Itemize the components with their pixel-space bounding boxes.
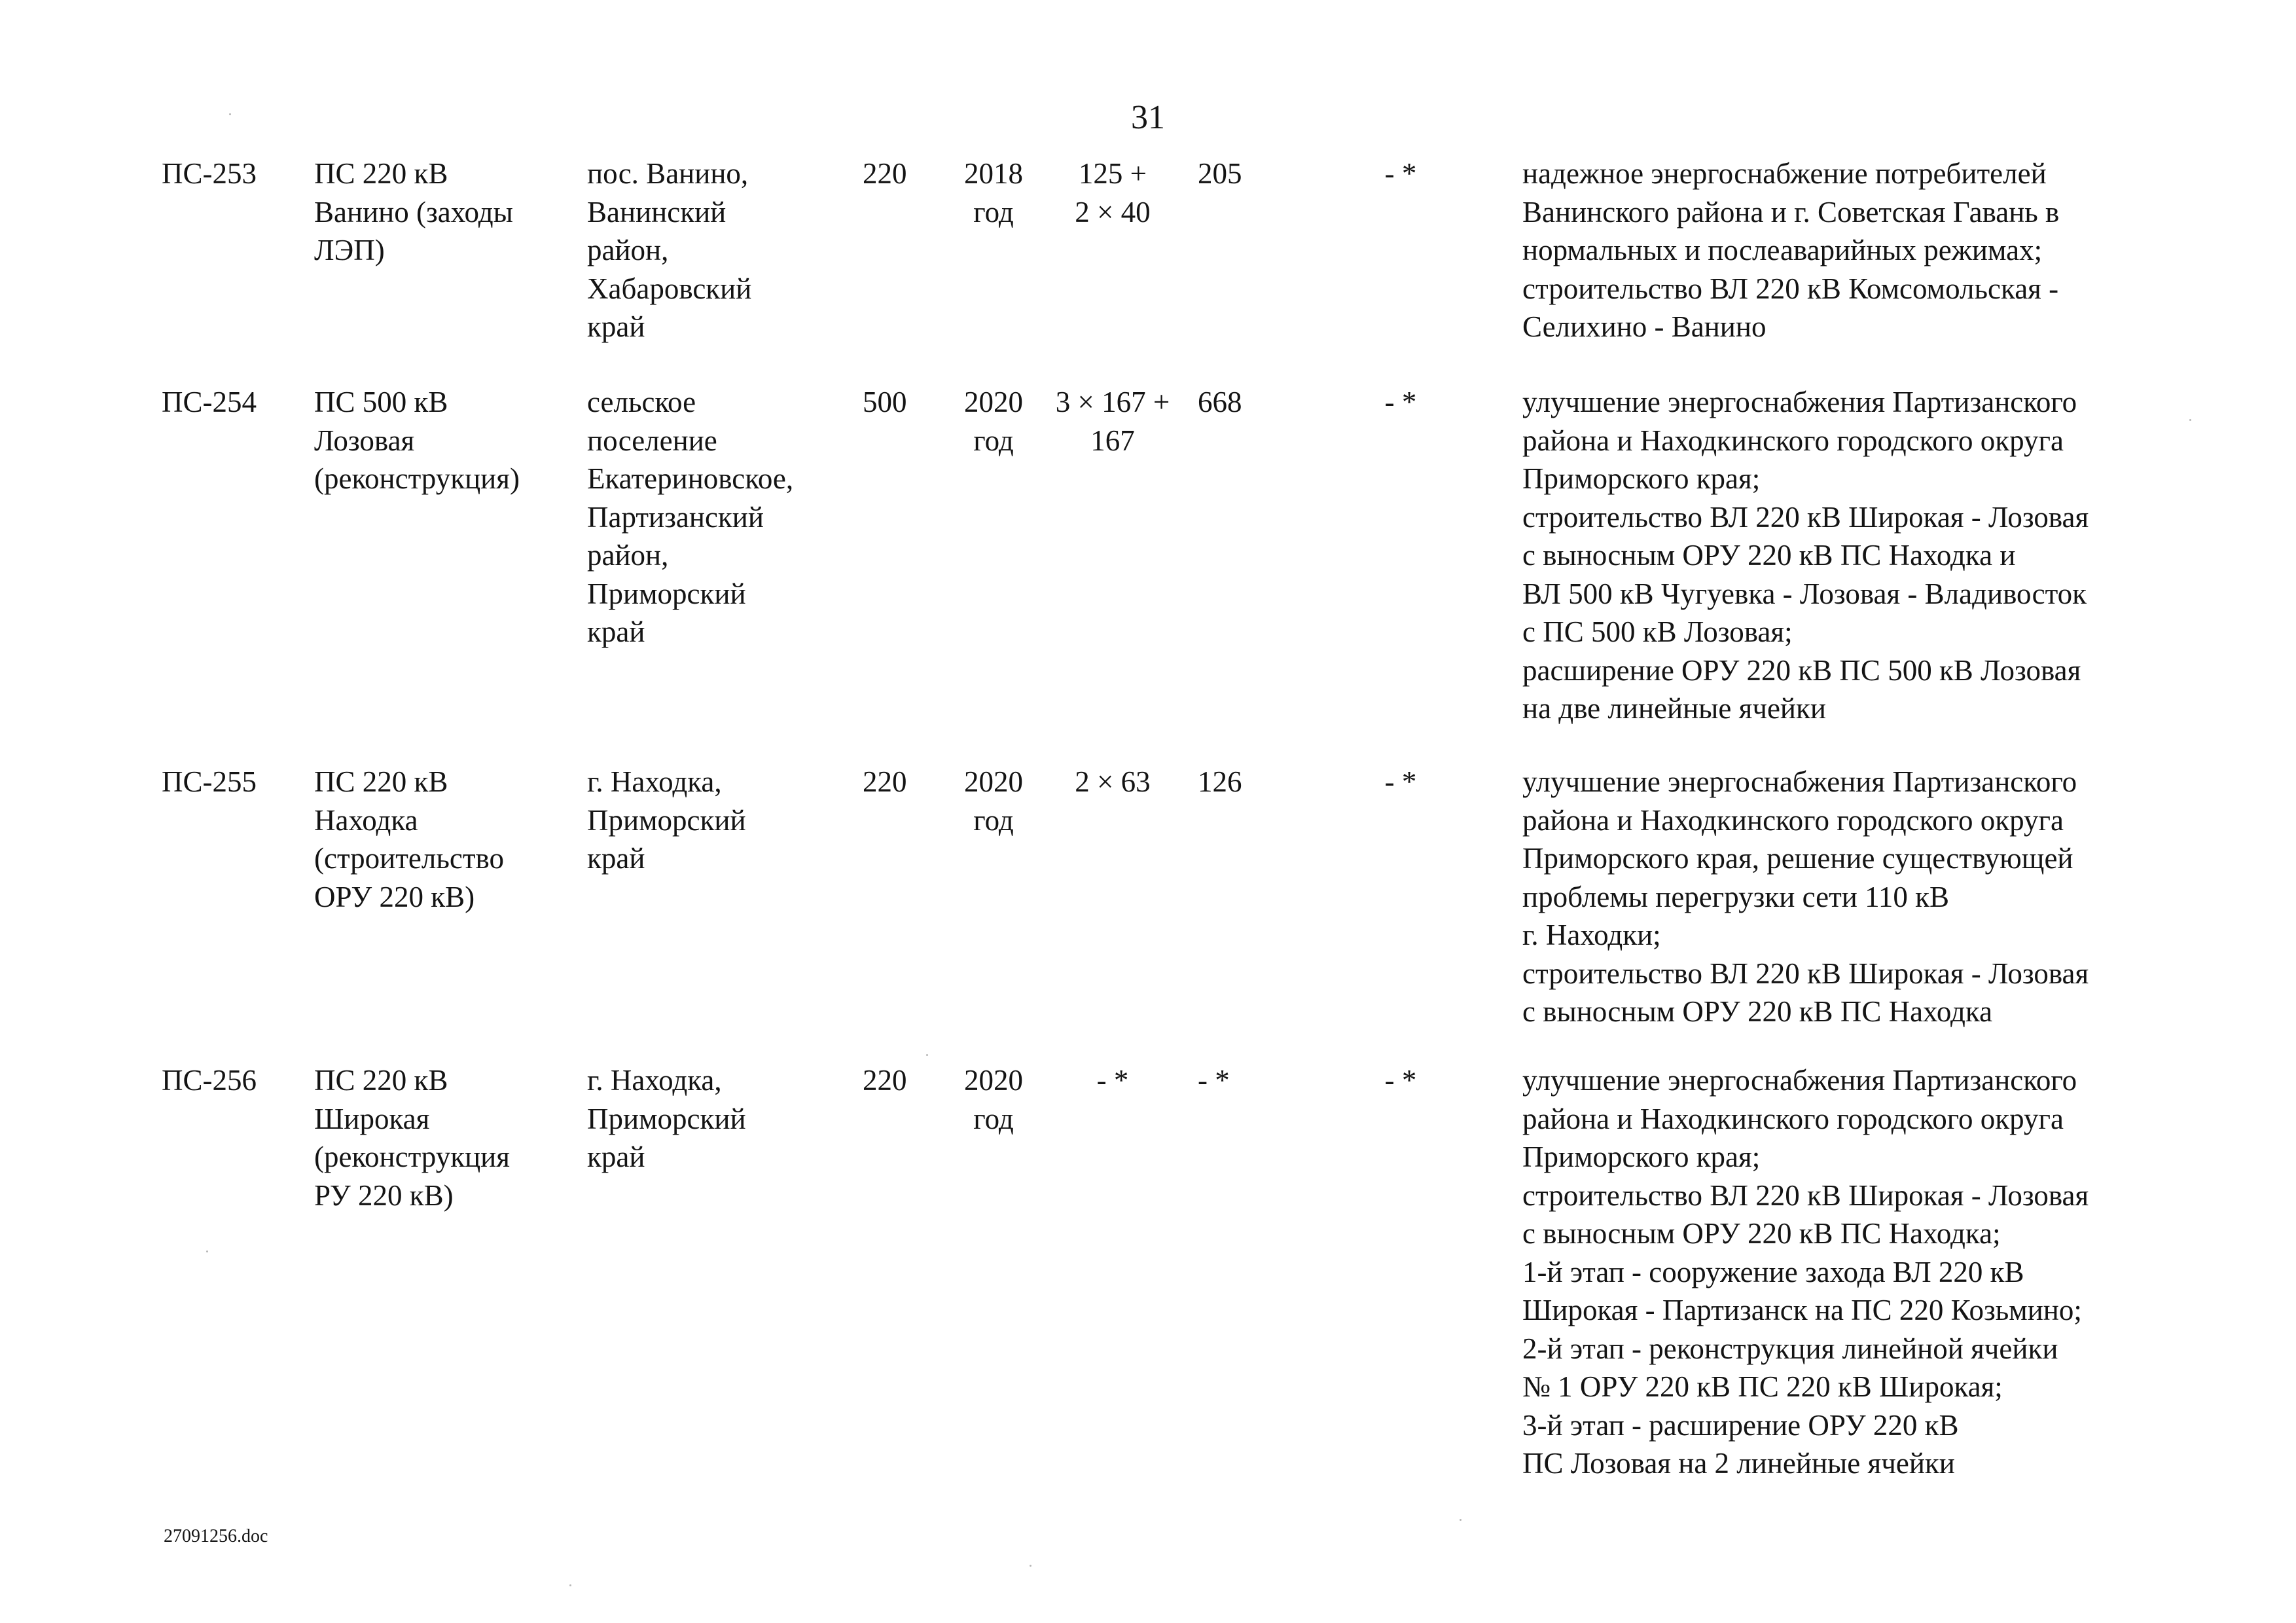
object-code: ПС-255 (162, 765, 257, 798)
project-purpose: улучшение энергоснабжения Партизанского района и Находкинского городского округа Приморского края; строительство ВЛ 220 кВ Широкая - Лозовая с выносным ОРУ 220 кВ ПС Находка и ВЛ 500 кВ Чугуевка - Лозовая - Владивосток с ПС 500 кВ Лозовая; расширение ОРУ 220 кВ ПС 500 кВ Лозовая на две линейные ячейки (1522, 386, 2089, 725)
voltage-class: 500 (863, 386, 907, 418)
object-location: пос. Ванино, Ванинский район, Хабаровский край (587, 157, 752, 343)
voltage-class: 220 (863, 157, 907, 190)
transformer-capacity: 3 × 167 + 167 (1055, 386, 1170, 457)
object-code: ПС-254 (162, 386, 257, 418)
object-code: ПС-256 (162, 1064, 257, 1097)
cost-value: - * (1384, 157, 1417, 190)
voltage-class: 220 (863, 1064, 907, 1097)
object-name: ПС 220 кВ Широкая (реконструкция РУ 220 кВ) (314, 1064, 510, 1212)
commissioning-year: 2020 год (964, 1064, 1023, 1135)
total-capacity: 668 (1198, 386, 1242, 418)
scan-speck (206, 1250, 208, 1252)
object-name: ПС 220 кВ Ванино (заходы ЛЭП) (314, 157, 513, 266)
project-purpose: надежное энергоснабжение потребителей Ванинского района и г. Советская Гавань в нормальных и послеаварийных режимах; строительство ВЛ 220 кВ Комсомольская - Селихино - Ванино (1522, 157, 2060, 343)
commissioning-year: 2020 год (964, 765, 1023, 837)
commissioning-year: 2018 год (964, 157, 1023, 228)
object-location: г. Находка, Приморский край (587, 765, 746, 875)
total-capacity: 205 (1198, 157, 1242, 190)
cost-value: - * (1384, 386, 1417, 418)
scan-speck (229, 113, 231, 115)
total-capacity: 126 (1198, 765, 1242, 798)
project-purpose: улучшение энергоснабжения Партизанского района и Находкинского городского округа Приморского края, решение существующей проблемы перегрузки сети 110 кВ г. Находки; строительство ВЛ 220 кВ Широкая - Лозовая с выносным ОРУ 220 кВ ПС Находка (1522, 765, 2089, 1028)
project-purpose: улучшение энергоснабжения Партизанского района и Находкинского городского округа Приморского края; строительство ВЛ 220 кВ Широкая - Лозовая с выносным ОРУ 220 кВ ПС Находка; 1-й этап - сооружение захода ВЛ 220 кВ Широкая - Партизанск на ПС 220 Козьмино; 2-й этап - реконструкция линейной ячейки № 1 ОРУ 220 кВ ПС 220 кВ Широкая; 3-й этап - расширение ОРУ 220 кВ ПС Лозовая на 2 линейные ячейки (1522, 1064, 2089, 1480)
transformer-capacity: 125 + 2 × 40 (1075, 157, 1151, 228)
scan-speck (926, 1054, 928, 1056)
document-id: 27091256.doc (164, 1526, 268, 1546)
object-location: сельское поселение Екатериновское, Партизанский район, Приморский край (587, 386, 794, 648)
transformer-capacity: - * (1096, 1064, 1129, 1097)
object-name: ПС 500 кВ Лозовая (реконструкция) (314, 386, 520, 495)
cost-value: - * (1384, 1064, 1417, 1097)
object-name: ПС 220 кВ Находка (строительство ОРУ 220 кВ) (314, 765, 504, 913)
scan-speck (569, 1584, 571, 1586)
scan-speck (2189, 419, 2191, 421)
total-capacity: - * (1198, 1064, 1230, 1097)
page-number: 31 (1131, 99, 1165, 136)
scan-speck (1030, 1565, 1031, 1567)
commissioning-year: 2020 год (964, 386, 1023, 457)
object-location: г. Находка, Приморский край (587, 1064, 746, 1173)
cost-value: - * (1384, 765, 1417, 798)
object-code: ПС-253 (162, 157, 257, 190)
voltage-class: 220 (863, 765, 907, 798)
scan-speck (1460, 1519, 1462, 1521)
transformer-capacity: 2 × 63 (1075, 765, 1151, 798)
